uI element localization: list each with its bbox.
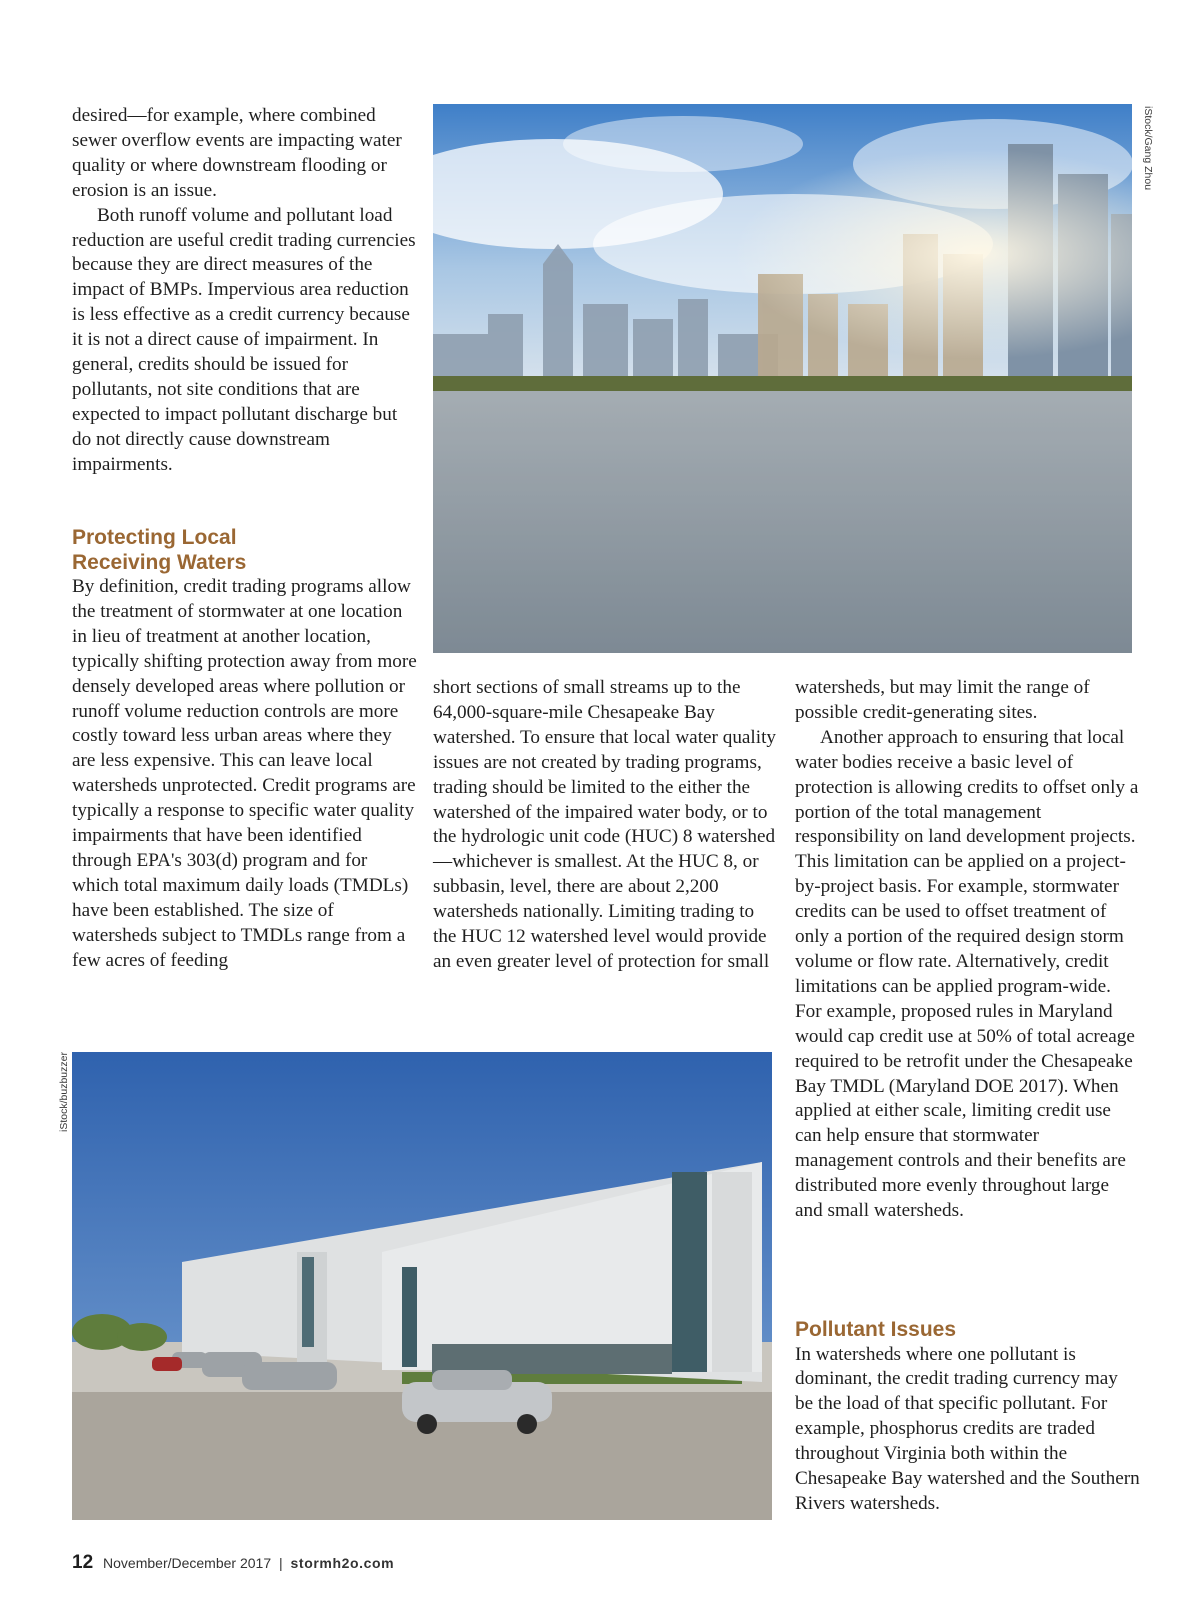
office-building-photo bbox=[72, 1052, 772, 1520]
column-2 bbox=[433, 676, 778, 975]
paragraph: By definition, credit trading programs allow the treatment of stormwater at one location in lieu of treatment at another location, typically shifting protection away from more densely developed areas where pollution or runoff volume reduction controls are more costly toward less urban areas where they are less expensive. This can leave local watersheds unprotected. Credit programs are typically a response to specific water quality impairments that have been identified through EPA's 303(d) program and for which total maximum daily loads (TMDLs) have been established. The size of watersheds subject to TMDLs range from a few acres of feeding bbox=[72, 576, 417, 971]
column-3 bbox=[795, 676, 1140, 1224]
section-heading: Pollutant Issues bbox=[795, 1318, 957, 1341]
photo-credit-city: iStock/Gang Zhou bbox=[1142, 106, 1154, 191]
issue-date: November/December 2017 bbox=[103, 1555, 272, 1571]
paragraph: watersheds, but may limit the range of possible credit-generating sites. bbox=[795, 677, 1090, 723]
city-skyline-illustration bbox=[433, 104, 1132, 653]
heading-line-2: Receiving Waters bbox=[72, 550, 247, 574]
page-footer bbox=[72, 1552, 394, 1574]
page-number: 12 bbox=[72, 1552, 94, 1573]
footer-separator: | bbox=[279, 1555, 283, 1571]
paragraph: Both runoff volume and pollutant load reduction are useful credit trading currencies because they are direct measures of the impact of BMPs. Impervious area reduction is less effective as a credit currency because it is not a direct cause of impairment. In general, credits should be issued for pollutants, not site conditions that are expected to impact pollutant discharge but do not directly cause downstream impairments. bbox=[72, 204, 416, 475]
heading-line-1: Protecting Local bbox=[72, 526, 237, 549]
paragraph: In watersheds where one pollutant is dominant, the credit trading currency may be the load of that specific pollutant. For example, phosphorus credits are traded throughout Virginia both within the Chesapeake Bay watershed and the Southern Rivers watersheds. bbox=[795, 1343, 1140, 1514]
section-protecting-local-receiving-waters bbox=[72, 526, 417, 974]
section-heading bbox=[72, 526, 417, 575]
paragraph: short sections of small streams up to the 64,000-square-mile Chesapeake Bay watershed. To ensure that local water quality issues are not created by trading programs, trading should be limited to the either the watershed of the impaired water body, or to the hydrologic unit code (HUC) 8 watershed—whichever is smallest. At the HUC 8, or subbasin, level, there are about 2,200 watersheds nationally. Limiting trading to the HUC 12 watershed level would provide an even greater level of protection for small bbox=[433, 677, 777, 972]
website-link[interactable]: stormh2o.com bbox=[290, 1555, 395, 1571]
paragraph: Another approach to ensuring that local water bodies receive a basic level of protection is allowing credits to offset only a portion of the total management responsibility on land development projects. This limitation can be applied on a project-by-project basis. For example, stormwater credits can be used to offset treatment of only a portion of the required design storm volume or flow rate. Alternatively, credit limitations can be applied program-wide. For example, proposed rules in Maryland would cap credit use at 50% of total acreage required to be retrofit under the Chesapeake Bay TMDL (Maryland DOE 2017). When applied at either scale, limiting credit use can help ensure that stormwater management controls and their benefits are distributed more evenly throughout large and small watersheds. bbox=[795, 726, 1139, 1222]
section-pollutant-issues bbox=[795, 1318, 1140, 1517]
paragraph: desired—for example, where combined sewer overflow events are impacting water quality or where downstream flooding or erosion is an issue. bbox=[72, 105, 402, 201]
city-skyline-photo bbox=[433, 104, 1132, 653]
office-building-illustration bbox=[72, 1052, 772, 1520]
photo-credit-building: iStock/buzbuzzer bbox=[58, 1052, 70, 1132]
column-1-top bbox=[72, 104, 417, 478]
